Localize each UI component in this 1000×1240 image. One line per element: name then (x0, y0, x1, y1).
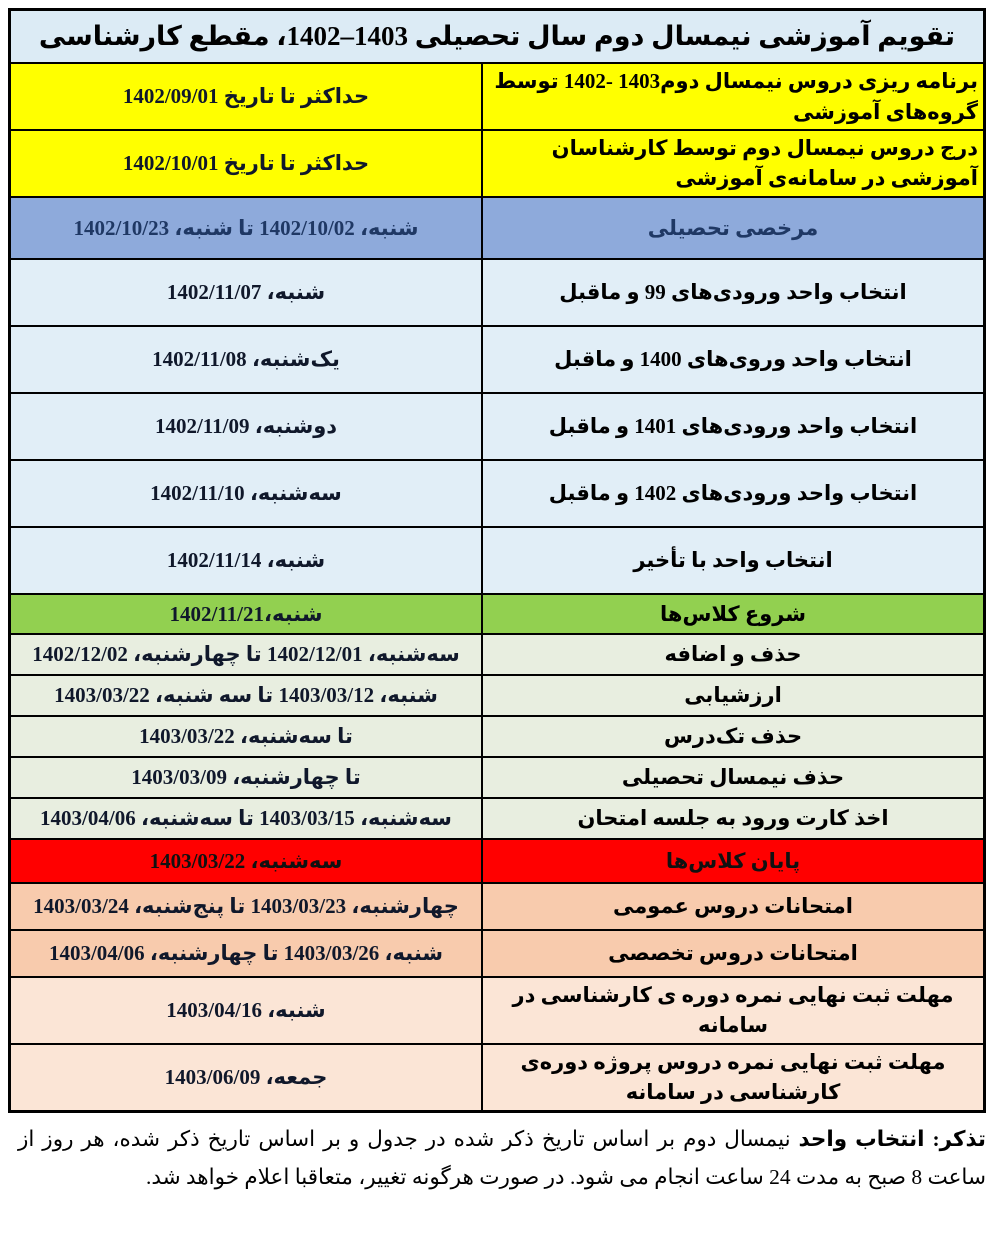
event-date-cell: سه‌شنبه، 1403/03/15 تا سه‌شنبه، 1403/04/06 (40, 806, 452, 831)
event-date-cell: تا چهارشنبه، 1403/03/09 (131, 765, 361, 790)
event-date-cell: حداکثر تا تاریخ 1402/09/01 (122, 84, 370, 109)
event-date-cell: شنبه، 1403/04/16 (166, 998, 326, 1023)
academic-calendar-table (8, 8, 986, 1113)
event-date-cell: شنبه، 1403/03/26 تا چهارشنبه، 1403/04/06 (48, 941, 444, 966)
footnote-text: نیمسال دوم بر اساس تاریخ ذکر شده در جدول و بر اساس تاریخ ذکر شده، هر روز از ساعت 8 صبح به مدت 24 ساعت انجام می شود. در صورت هرگونه تغییر، متعاقبا اعلام خواهد شد. (18, 1126, 986, 1189)
table-row-lightpeach (11, 976, 983, 1043)
event-date-cell: چهارشنبه، 1403/03/23 تا پنج‌شنبه، 1403/03/24 (33, 894, 459, 919)
event-date-cell: شنبه، 1402/11/14 (166, 548, 326, 573)
event-date-cell: جمعه، 1403/06/09 (164, 1064, 328, 1089)
table-row-lightblue (11, 392, 983, 459)
event-label-cell: انتخاب واحد با تأخیر (481, 528, 983, 593)
event-date-cell: سه‌شنبه، 1402/12/01 تا چهارشنبه، 1402/12/02 (32, 642, 460, 667)
event-label-cell: حذف و اضافه (481, 635, 983, 674)
event-date-cell: سه‌شنبه، 1403/03/22 (149, 848, 343, 873)
event-date-cell: سه‌شنبه، 1402/11/10 (150, 481, 342, 506)
table-row-peach (11, 882, 983, 929)
table-row-peach (11, 929, 983, 976)
event-label-cell: انتخاب واحد ورودی‌های 1401 و ماقبل (481, 394, 983, 459)
event-label-cell: شروع کلاس‌ها (481, 595, 983, 633)
event-label-cell: برنامه ریزی دروس نیمسال دوم1403 -1402 توسط گروه‌های آموزشی (481, 64, 983, 129)
event-date-cell: شنبه، 1403/03/12 تا سه شنبه، 1403/03/22 (54, 683, 438, 708)
event-date-cell: تا سه‌شنبه، 1403/03/22 (139, 724, 353, 749)
event-label-cell: امتحانات دروس تخصصی (481, 931, 983, 976)
event-date-cell: دوشنبه، 1402/11/09 (154, 414, 338, 439)
table-row-lightblue (11, 526, 983, 593)
footnote (18, 1120, 986, 1197)
event-label-cell: درج دروس نیمسال دوم توسط کارشناسان آموزشی در سامانه‌ی آموزشی (481, 131, 983, 196)
event-date-cell: شنبه، 1402/10/02 تا شنبه، 1402/10/23 (73, 215, 419, 240)
event-date-cell: حداکثر تا تاریخ 1402/10/01 (122, 151, 370, 176)
event-label-cell: انتخاب واحد ورودی‌های 99 و ماقبل (481, 260, 983, 325)
table-row-lightgreen (11, 797, 983, 838)
event-label-cell: مهلت ثبت نهایی نمره دروس پروژه دوره‌ی کارشناسی در سامانه (481, 1045, 983, 1110)
footnote-bold-lead: تذکر: انتخاب واحد (798, 1126, 986, 1151)
table-row-yellow (11, 62, 983, 129)
table-row-lightgreen (11, 674, 983, 715)
event-label-cell: حذف تک‌درس (481, 717, 983, 756)
table-row-lightblue (11, 459, 983, 526)
table-row-lightgreen (11, 715, 983, 756)
table-row-yellow (11, 129, 983, 196)
table-row-green (11, 593, 983, 633)
event-label-cell: ارزشیابی (481, 676, 983, 715)
event-label-cell: انتخاب واحد وروی‌های 1400 و ماقبل (481, 327, 983, 392)
table-title-row (11, 11, 983, 62)
event-label-cell: امتحانات دروس عمومی (481, 884, 983, 929)
table-row-lightgreen (11, 756, 983, 797)
event-label-cell: مرخصی تحصیلی (481, 198, 983, 258)
table-row-blue (11, 196, 983, 258)
table-row-lightblue (11, 258, 983, 325)
page-title: تقویم آموزشی نیمسال دوم سال تحصیلی 1403–1402، مقطع کارشناسی (38, 21, 956, 51)
event-label-cell: پایان کلاس‌ها (481, 840, 983, 882)
event-label-cell: اخذ کارت ورود به جلسه امتحان (481, 799, 983, 838)
event-date-cell: شنبه،1402/11/21 (169, 601, 323, 626)
table-row-lightblue (11, 325, 983, 392)
table-row-lightpeach (11, 1043, 983, 1110)
event-label-cell: انتخاب واحد ورودی‌های 1402 و ماقبل (481, 461, 983, 526)
event-date-cell: شنبه، 1402/11/07 (166, 280, 326, 305)
table-row-lightgreen (11, 633, 983, 674)
event-date-cell: یک‌شنبه، 1402/11/08 (152, 347, 340, 372)
event-label-cell: مهلت ثبت نهایی نمره دوره ی کارشناسی در سامانه (481, 978, 983, 1043)
table-row-red (11, 838, 983, 882)
event-label-cell: حذف نیمسال تحصیلی (481, 758, 983, 797)
